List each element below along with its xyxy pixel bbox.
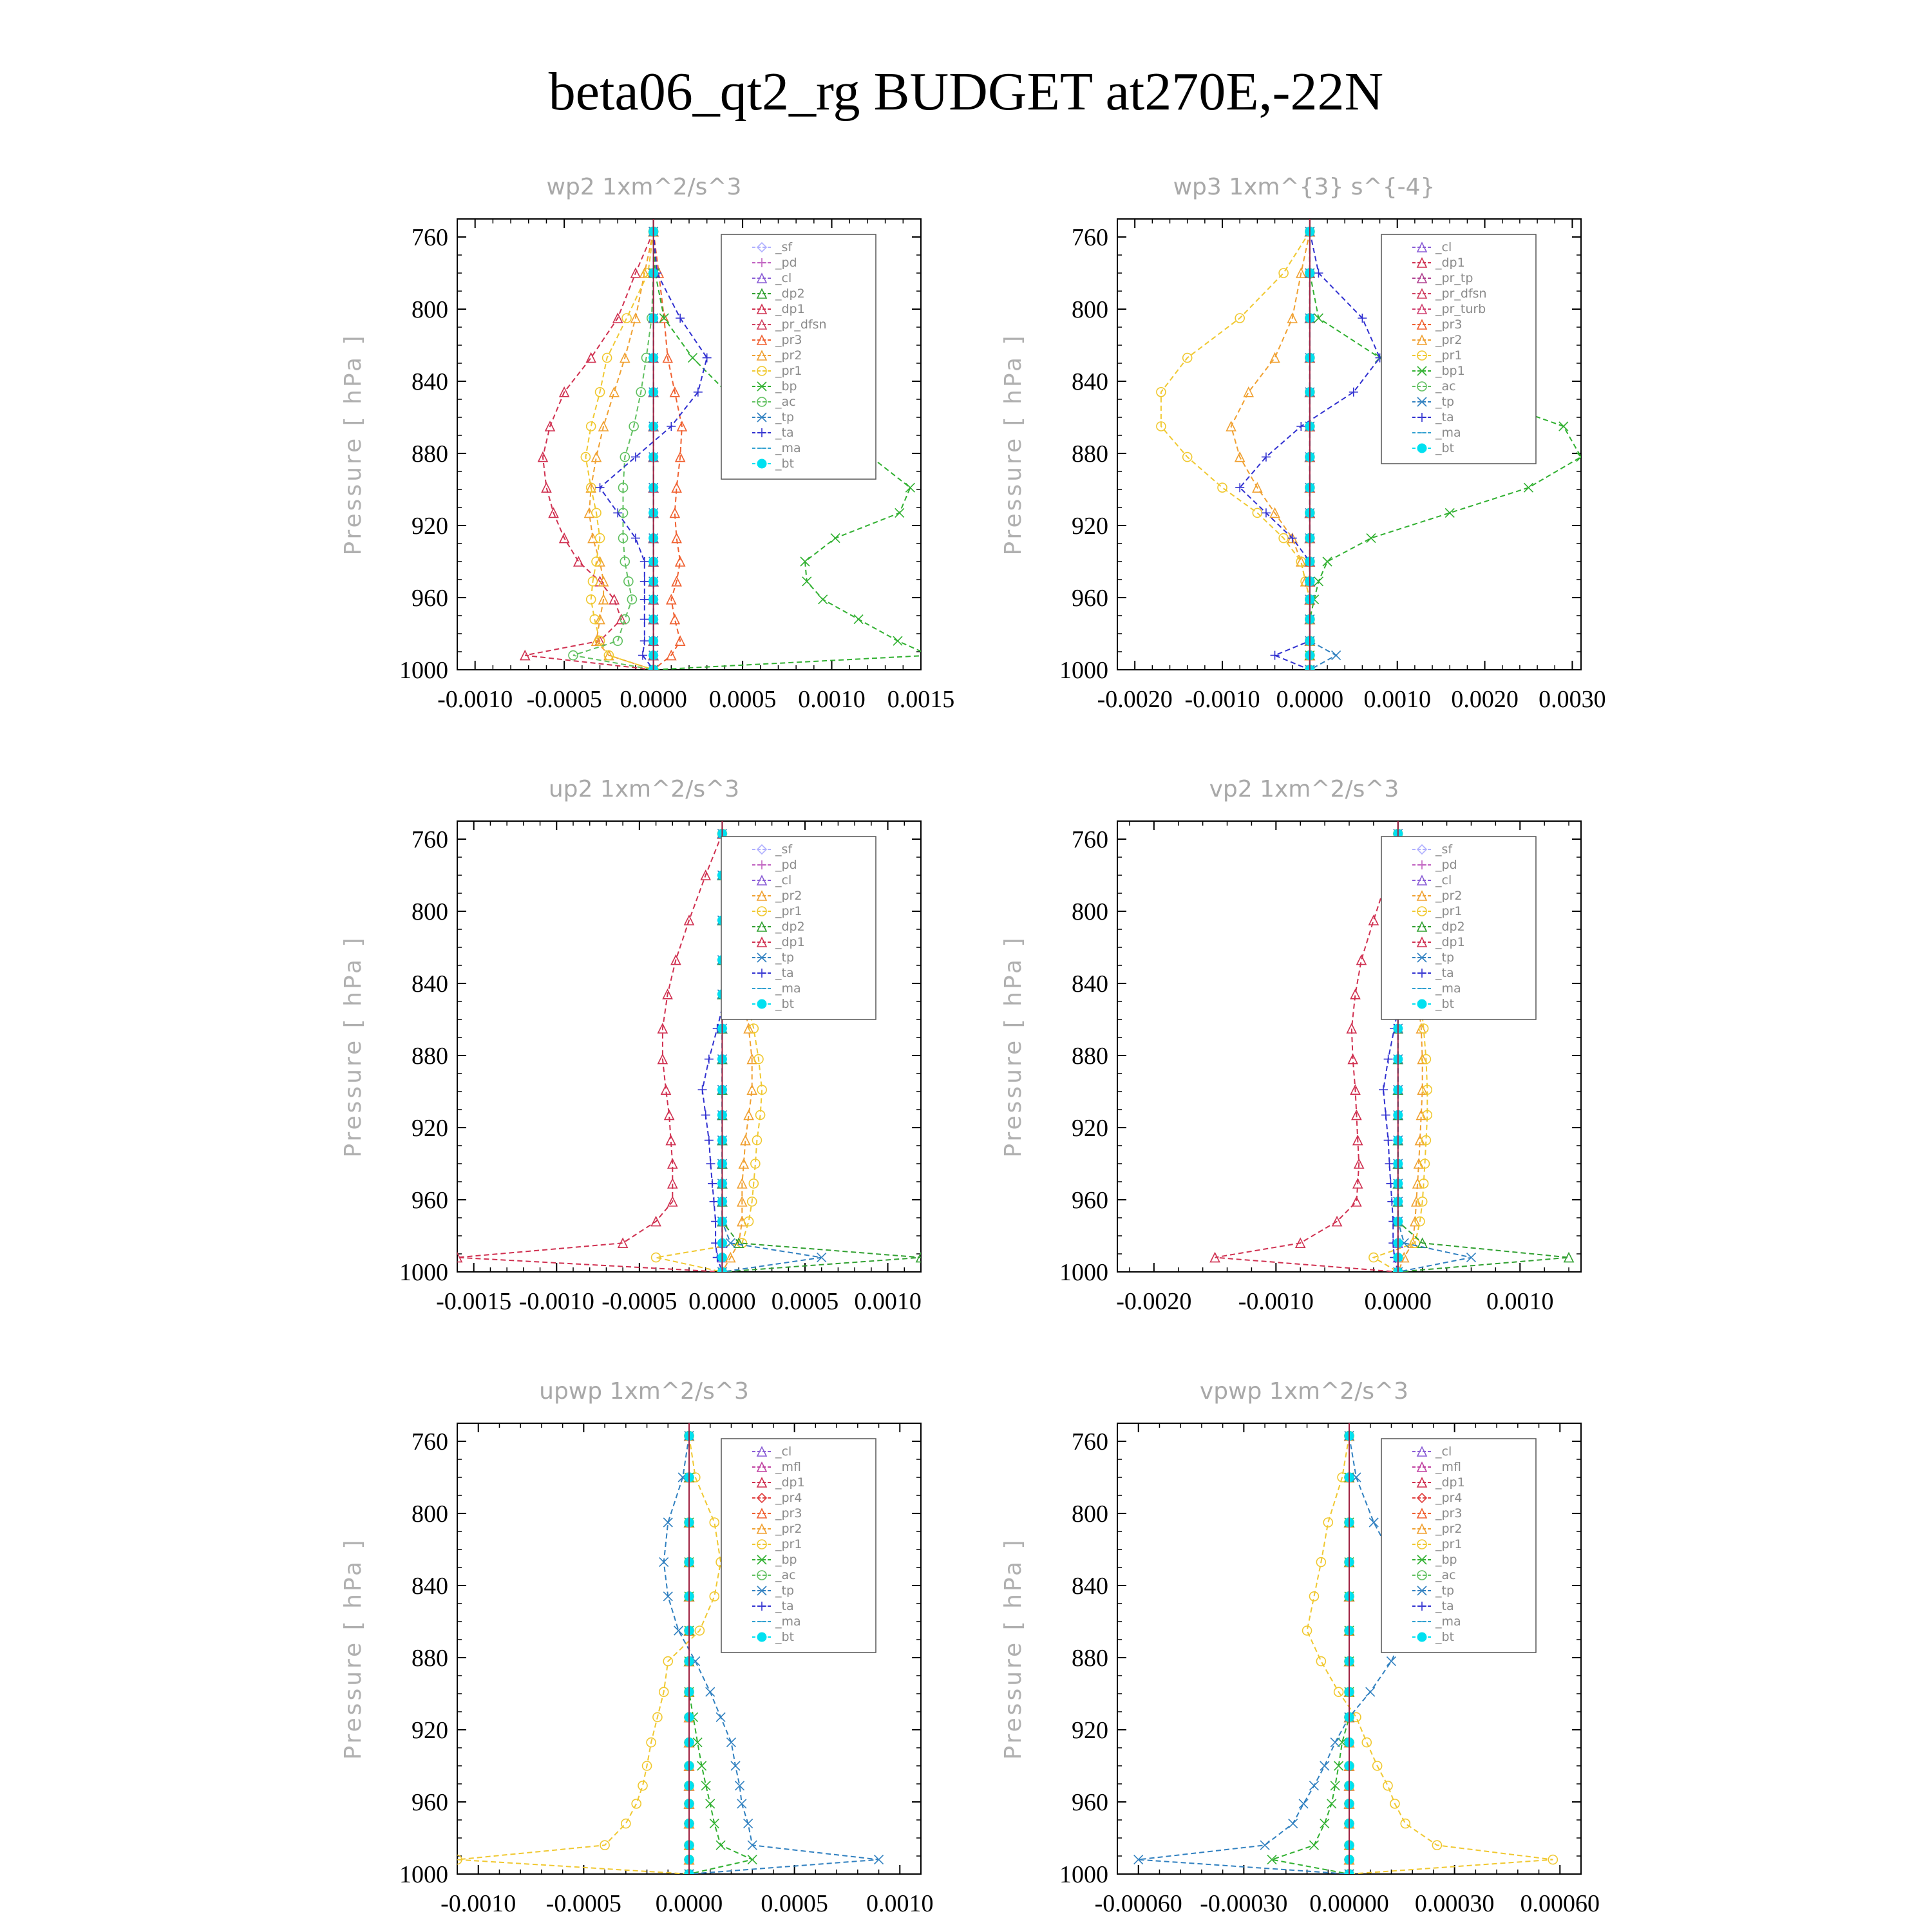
data-point-bp <box>905 483 914 492</box>
legend-marker <box>1417 444 1426 453</box>
panel-title: vp2 1xm^2/s^3 <box>1209 776 1399 802</box>
legend-entry: _pr1 <box>775 1537 802 1551</box>
legend-entry: _dp2 <box>1435 920 1465 934</box>
legend-entry: _pr1 <box>1435 1537 1463 1551</box>
legend-entry: _bt <box>1435 997 1455 1011</box>
y-tick-label: 840 <box>1072 1573 1108 1600</box>
y-tick-label: 1000 <box>1059 1861 1108 1888</box>
y-tick-label: 920 <box>412 1115 448 1142</box>
legend-entry: _pr_dfsn <box>775 317 827 332</box>
data-point-ta <box>706 1159 715 1168</box>
data-point-ta <box>703 354 712 363</box>
data-point-ta <box>1384 1136 1393 1145</box>
data-point-tp <box>706 1687 715 1696</box>
legend-entry: _ma <box>775 441 801 455</box>
y-tick-label: 960 <box>1072 1187 1108 1214</box>
data-point-bp <box>748 1855 757 1864</box>
legend-entry: _dp1 <box>775 935 805 949</box>
series-line-bp <box>1272 1436 1349 1874</box>
y-tick-label: 840 <box>1072 971 1108 998</box>
panel-title: vpwp 1xm^2/s^3 <box>1199 1378 1409 1405</box>
data-point-tp <box>744 1819 753 1828</box>
panel-3 <box>340 776 925 1315</box>
y-tick-label: 760 <box>1072 826 1108 853</box>
data-point-ta <box>708 1179 717 1188</box>
y-tick-label: 760 <box>412 826 448 853</box>
legend-entry: _ta <box>775 966 794 980</box>
y-tick-label: 920 <box>1072 1717 1108 1744</box>
y-tick-label: 760 <box>1072 1428 1108 1455</box>
legend-entry: _cl <box>1435 240 1452 254</box>
data-point-bp <box>688 354 697 363</box>
y-tick-label: 840 <box>412 1573 448 1600</box>
legend-entry: _pd <box>775 858 797 872</box>
data-point-ta <box>638 651 647 660</box>
panel-5 <box>340 1378 934 1917</box>
legend-entry: _ta <box>775 1599 794 1613</box>
legend-entry: _pr2 <box>1435 333 1463 347</box>
legend-entry: _bt <box>775 457 795 471</box>
x-tick-label: -0.0010 <box>437 686 513 713</box>
data-point-ta <box>640 595 649 604</box>
data-point-tp <box>1366 1687 1375 1696</box>
y-tick-label: 960 <box>412 585 448 612</box>
data-point-ta <box>667 422 676 431</box>
data-point-bp <box>893 636 902 645</box>
data-point-ta <box>640 636 649 645</box>
legend-entry: _tp <box>1435 395 1455 409</box>
x-tick-label: 0.0010 <box>798 686 866 713</box>
data-point-ta <box>1288 534 1297 543</box>
data-point-bp1 <box>1323 557 1332 566</box>
panel-1 <box>340 174 954 713</box>
x-tick-label: -0.0010 <box>440 1890 516 1917</box>
panel-title: wp2 1xm^2/s^3 <box>546 174 742 200</box>
legend-entry: _dp1 <box>1435 256 1465 270</box>
legend-entry: _bt <box>775 997 795 1011</box>
x-tick-label: -0.0005 <box>526 686 602 713</box>
x-tick-label: -0.0020 <box>1116 1288 1192 1315</box>
data-point-pr1 <box>638 1781 647 1790</box>
data-point-bp <box>819 595 828 604</box>
y-axis-label: Pressure [ hPa ] <box>340 333 366 556</box>
data-point-bp1 <box>1314 577 1323 586</box>
y-tick-label: 840 <box>1072 368 1108 395</box>
y-tick-label: 1000 <box>399 1259 448 1286</box>
legend-marker <box>1417 999 1426 1009</box>
x-tick-label: 0.0030 <box>1539 686 1606 713</box>
data-point-tp <box>726 1738 735 1747</box>
panel-title: wp3 1xm^{3} s^{-4} <box>1173 174 1435 200</box>
legend-entry: _pr1 <box>775 904 802 918</box>
data-point-dp1 <box>1369 916 1378 925</box>
legend-marker <box>757 1633 766 1642</box>
legend-entry: _pr4 <box>775 1491 802 1505</box>
x-tick-label: 0.00030 <box>1414 1890 1495 1917</box>
legend-entry: _cl <box>1435 873 1452 887</box>
panel-title: upwp 1xm^2/s^3 <box>539 1378 749 1405</box>
y-tick-label: 800 <box>1072 1501 1108 1528</box>
legend-entry: _pr2 <box>775 348 802 363</box>
data-point-pr1 <box>1279 269 1288 278</box>
legend-entry: _sf <box>775 240 793 254</box>
legend-entry: _cl <box>775 1444 792 1459</box>
legend-entry: _cl <box>775 873 792 887</box>
legend-entry: _pr_dfsn <box>1435 287 1487 301</box>
data-point-bp <box>706 1799 715 1808</box>
legend-entry: _ma <box>1435 981 1461 996</box>
y-axis-label: Pressure [ hPa ] <box>340 935 366 1158</box>
data-point-bp <box>1309 1841 1318 1850</box>
x-tick-label: -0.00060 <box>1094 1890 1182 1917</box>
data-point-pr1 <box>632 1799 641 1808</box>
legend-entry: _ma <box>775 981 801 996</box>
data-point-bp <box>1320 1819 1329 1828</box>
data-point-bp1 <box>1367 534 1376 543</box>
data-point-tp <box>674 1626 683 1635</box>
legend-entry: _ta <box>775 426 794 440</box>
series-line-dp1 <box>457 834 722 1272</box>
legend-entry: _pr3 <box>1435 1506 1463 1520</box>
y-axis-label: Pressure [ hPa ] <box>340 1537 366 1760</box>
panel-6 <box>1000 1378 1600 1917</box>
series-line-pr2 <box>1231 232 1310 670</box>
legend <box>1381 837 1536 1019</box>
legend-entry: _dp1 <box>1435 1475 1465 1490</box>
data-point-bp <box>716 1841 725 1850</box>
y-tick-label: 880 <box>412 1043 448 1070</box>
data-point-ta <box>640 557 649 566</box>
y-axis-label: Pressure [ hPa ] <box>1000 935 1027 1158</box>
data-point-pr1 <box>621 1819 630 1828</box>
x-tick-label: 0.0000 <box>688 1288 756 1315</box>
x-tick-label: 0.0005 <box>761 1890 828 1917</box>
y-tick-label: 840 <box>412 368 448 395</box>
y-tick-label: 960 <box>412 1789 448 1816</box>
legend-entry: _ac <box>775 1568 796 1582</box>
y-axis-label: Pressure [ hPa ] <box>1000 333 1027 556</box>
legend-entry: _pd <box>775 256 797 270</box>
data-point-tp <box>737 1799 746 1808</box>
y-tick-label: 1000 <box>1059 657 1108 684</box>
legend-entry: _tp <box>1435 1584 1455 1598</box>
data-point-bp1 <box>1445 508 1454 517</box>
x-tick-label: 0.0000 <box>1364 1288 1432 1315</box>
data-point-ta <box>676 314 685 323</box>
data-point-tp <box>1387 1657 1396 1666</box>
legend-entry: _pr3 <box>775 333 802 347</box>
y-tick-label: 880 <box>412 440 448 468</box>
data-point-ta <box>613 508 622 517</box>
data-point-bp <box>1327 1799 1336 1808</box>
panels <box>340 174 1606 1917</box>
x-tick-label: -0.0005 <box>601 1288 677 1315</box>
x-tick-label: -0.0010 <box>518 1288 594 1315</box>
data-point-ta <box>1379 1085 1388 1094</box>
legend-entry: _dp2 <box>775 287 805 301</box>
y-tick-label: 760 <box>1072 224 1108 251</box>
x-tick-label: 0.0000 <box>1276 686 1344 713</box>
data-point-tp <box>716 1712 725 1721</box>
panel-2 <box>1000 174 1606 713</box>
y-tick-label: 920 <box>1072 513 1108 540</box>
legend-entry: _dp1 <box>1435 935 1465 949</box>
data-point-bp1 <box>1559 422 1568 431</box>
data-point-ta <box>705 1055 714 1064</box>
data-point-bp1 <box>1524 483 1533 492</box>
data-point-ta <box>640 577 649 586</box>
data-point-ta <box>1271 651 1280 660</box>
series-line-pr1 <box>1161 232 1310 670</box>
legend-entry: _mfl <box>1435 1460 1461 1474</box>
legend-entry: _ma <box>775 1615 801 1629</box>
legend-entry: _dp1 <box>775 302 805 316</box>
y-tick-label: 800 <box>412 898 448 925</box>
x-tick-label: -0.0010 <box>1184 686 1260 713</box>
y-tick-label: 1000 <box>399 1861 448 1888</box>
data-point-pr2 <box>610 388 619 397</box>
x-tick-label: 0.0010 <box>866 1890 934 1917</box>
data-point-ta <box>1381 1110 1390 1119</box>
x-tick-label: -0.0015 <box>436 1288 512 1315</box>
legend-entry: _sf <box>775 842 793 857</box>
data-point-ta <box>698 1085 707 1094</box>
data-point-tp <box>1332 651 1341 660</box>
x-tick-label: 0.0010 <box>854 1288 922 1315</box>
y-tick-label: 960 <box>1072 585 1108 612</box>
panel-4 <box>1000 776 1581 1315</box>
y-tick-label: 800 <box>1072 296 1108 323</box>
legend-entry: _pr1 <box>1435 348 1463 363</box>
legend-entry: _pr3 <box>1435 317 1463 332</box>
y-tick-label: 880 <box>1072 1645 1108 1672</box>
x-tick-label: 0.00060 <box>1520 1890 1600 1917</box>
y-tick-label: 800 <box>412 296 448 323</box>
legend-entry: _cl <box>1435 1444 1452 1459</box>
y-tick-label: 760 <box>412 1428 448 1455</box>
data-point-pr1 <box>1296 557 1305 566</box>
data-point-bp <box>710 1819 719 1828</box>
legend-entry: _bp1 <box>1435 364 1465 378</box>
data-point-bp <box>925 651 934 660</box>
legend-entry: _pr2 <box>1435 889 1463 903</box>
legend-entry: _tp <box>775 951 795 965</box>
data-point-pr1 <box>1218 483 1227 492</box>
data-point-ta <box>1384 1055 1393 1064</box>
legend-marker <box>757 459 766 468</box>
legend-entry: _pr3 <box>775 1506 802 1520</box>
legend-entry: _pr_turb <box>1435 302 1486 316</box>
data-point-tp <box>1331 1738 1340 1747</box>
legend <box>721 837 876 1019</box>
legend-entry: _ac <box>1435 379 1456 393</box>
y-axis-label: Pressure [ hPa ] <box>1000 1537 1027 1760</box>
legend-entry: _pr2 <box>775 1522 802 1536</box>
x-tick-label: -0.00030 <box>1200 1890 1288 1917</box>
legend <box>721 1439 876 1653</box>
legend-entry: _pr_tp <box>1435 271 1473 285</box>
x-tick-label: 0.0010 <box>1363 686 1431 713</box>
series-line-dp1 <box>1215 834 1398 1272</box>
data-point-tp <box>1289 1819 1298 1828</box>
legend-entry: _mfl <box>775 1460 801 1474</box>
y-tick-label: 920 <box>1072 1115 1108 1142</box>
legend-entry: _sf <box>1435 842 1453 857</box>
x-tick-label: -0.0020 <box>1097 686 1173 713</box>
x-tick-label: 0.0005 <box>708 686 777 713</box>
legend-entry: _dp1 <box>775 1475 805 1490</box>
data-point-bp <box>895 508 904 517</box>
series-line-pr1 <box>457 1436 721 1874</box>
data-point-pr1 <box>1383 1781 1392 1790</box>
data-point-ta <box>1296 422 1305 431</box>
data-point-ta <box>640 615 649 624</box>
legend-entry: _tp <box>1435 951 1455 965</box>
y-tick-label: 840 <box>412 971 448 998</box>
y-tick-label: 800 <box>412 1501 448 1528</box>
data-point-pr1 <box>1316 1657 1325 1666</box>
legend-entry: _pr1 <box>775 364 802 378</box>
legend-entry: _ac <box>775 395 796 409</box>
legend-entry: _bp <box>775 379 797 393</box>
legend-entry: _dp2 <box>775 920 805 934</box>
legend-entry: _ac <box>1435 1568 1456 1582</box>
legend-entry: _bt <box>1435 441 1455 455</box>
legend-marker <box>1417 1633 1426 1642</box>
y-tick-label: 960 <box>1072 1789 1108 1816</box>
data-point-ta <box>1385 1159 1394 1168</box>
legend-entry: _cl <box>775 271 792 285</box>
data-point-tp <box>1299 1799 1308 1808</box>
y-tick-label: 880 <box>1072 1043 1108 1070</box>
legend <box>1381 234 1536 464</box>
legend-entry: _pd <box>1435 858 1457 872</box>
data-point-ta <box>705 1136 714 1145</box>
x-tick-label: 0.0015 <box>887 686 955 713</box>
y-tick-label: 880 <box>1072 440 1108 468</box>
x-tick-label: -0.0005 <box>545 1890 621 1917</box>
legend <box>721 234 876 479</box>
legend-entry: _ta <box>1435 1599 1454 1613</box>
x-tick-label: -0.0010 <box>1238 1288 1314 1315</box>
data-point-tp <box>1309 1781 1318 1790</box>
legend-entry: _ta <box>1435 966 1454 980</box>
y-tick-label: 960 <box>412 1187 448 1214</box>
x-tick-label: 0.0000 <box>655 1890 723 1917</box>
data-point-bp <box>854 615 863 624</box>
data-point-ta <box>701 1110 710 1119</box>
legend-entry: _ma <box>1435 1615 1461 1629</box>
legend-entry: _pr2 <box>775 889 802 903</box>
data-point-pr1 <box>622 314 631 323</box>
figure-title: beta06_qt2_rg BUDGET at270E,-22N <box>548 62 1384 122</box>
x-tick-label: 0.00000 <box>1309 1890 1389 1917</box>
panel-title: up2 1xm^2/s^3 <box>548 776 740 802</box>
legend-entry: _pr4 <box>1435 1491 1463 1505</box>
legend-entry: _ma <box>1435 426 1461 440</box>
y-tick-label: 1000 <box>399 657 448 684</box>
data-point-ta <box>631 534 640 543</box>
x-tick-label: 0.0005 <box>771 1288 839 1315</box>
y-tick-label: 880 <box>412 1645 448 1672</box>
legend-entry: _ta <box>1435 410 1454 424</box>
legend-entry: _tp <box>775 410 795 424</box>
legend-entry: _pr1 <box>1435 904 1463 918</box>
y-tick-label: 800 <box>1072 898 1108 925</box>
data-point-ta <box>596 483 605 492</box>
data-point-tp <box>1320 1761 1329 1770</box>
legend-marker <box>757 999 766 1009</box>
legend-entry: _pr2 <box>1435 1522 1463 1536</box>
x-tick-label: 0.0020 <box>1451 686 1519 713</box>
legend <box>1381 1439 1536 1653</box>
data-point-tp <box>1369 1518 1378 1527</box>
data-point-bp <box>701 1781 710 1790</box>
legend-entry: _bp <box>775 1553 797 1567</box>
legend-entry: _bp <box>1435 1553 1457 1567</box>
y-tick-label: 920 <box>412 513 448 540</box>
x-tick-label: 0.0000 <box>620 686 687 713</box>
y-tick-label: 920 <box>412 1717 448 1744</box>
legend-entry: _bt <box>775 1630 795 1644</box>
data-point-pr1 <box>1401 1819 1410 1828</box>
data-point-bp <box>831 534 840 543</box>
legend-entry: _bt <box>1435 1630 1455 1644</box>
x-tick-label: 0.0010 <box>1486 1288 1554 1315</box>
y-tick-label: 760 <box>412 224 448 251</box>
y-tick-label: 1000 <box>1059 1259 1108 1286</box>
series-line-tp <box>1139 1436 1409 1874</box>
data-point-ta <box>710 1197 719 1206</box>
legend-entry: _tp <box>775 1584 795 1598</box>
